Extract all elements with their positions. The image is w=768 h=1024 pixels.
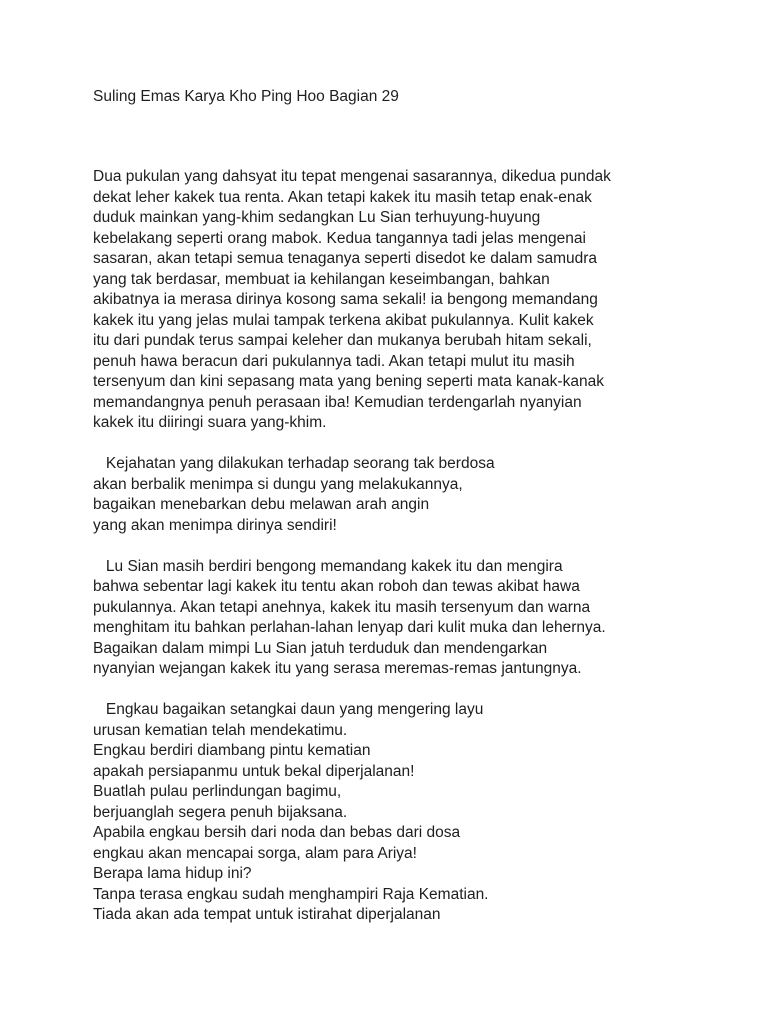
text-line: kakek itu yang jelas mulai tampak terkena akibat pukulannya. Kulit kakek: [93, 311, 594, 329]
text-line: kebelakang seperti orang mabok. Kedua tangannya tadi jelas mengenai: [93, 229, 586, 247]
text-line: sasaran, akan tetapi semua tenaganya seperti disedot ke dalam samudra: [93, 250, 598, 267]
text-line: Engkau berdiri diambang pintu kematian: [93, 742, 371, 759]
text-line: kakek itu diiringi suara yang-khim.: [93, 414, 327, 431]
text-line: penuh hawa beracun dari pukulannya tadi. Akan tetapi mulut itu masih: [93, 352, 575, 370]
text-line: urusan kematian telah mendekatimu.: [93, 721, 348, 739]
text-line: duduk mainkan yang-khim sedangkan Lu Sian terhuyung-huyung: [93, 209, 541, 226]
text-line: Kejahatan yang dilakukan terhadap seorang tak berdosa: [93, 455, 495, 472]
text-line: nyanyian wejangan kakek itu yang serasa meremas-remas jantungnya.: [93, 660, 582, 677]
paragraph: [93, 454, 693, 536]
text-line: yang akan menimpa dirinya sendiri!: [93, 516, 337, 534]
text-line: akibatnya ia merasa dirinya kosong sama sekali! ia bengong memandang: [93, 291, 598, 308]
document-title: Suling Emas Karya Kho Ping Hoo Bagian 29: [93, 88, 399, 105]
text-line: Buatlah pulau perlindungan bagimu,: [93, 783, 342, 800]
text-line: pukulannya. Akan tetapi anehnya, kakek itu masih tersenyum dan warna: [93, 598, 591, 616]
text-line: engkau akan mencapai sorga, alam para Ariya!: [93, 844, 417, 862]
text-line: bahwa sebentar lagi kakek itu tentu akan roboh dan tewas akibat hawa: [93, 578, 580, 595]
text-line: yang tak berdasar, membuat ia kehilangan keseimbangan, bahkan: [93, 270, 550, 288]
document-body: [93, 167, 693, 926]
paragraph: [93, 700, 693, 926]
text-line: menghitam itu bahkan perlahan-lahan lenyap dari kulit muka dan lehernya.: [93, 619, 606, 636]
text-line: Tanpa terasa engkau sudah menghampiri Raja Kematian.: [93, 885, 489, 903]
paragraph-gap: [93, 680, 693, 701]
text-line: memandangnya penuh perasaan iba! Kemudian terdengarlah nyanyian: [93, 393, 582, 411]
text-line: Berapa lama hidup ini?: [93, 865, 252, 882]
text-line: berjuanglah segera penuh bijaksana.: [93, 803, 348, 821]
text-line: Dua pukulan yang dahsyat itu tepat mengenai sasarannya, dikedua pundak: [93, 168, 611, 185]
text-line: Engkau bagaikan setangkai daun yang mengering layu: [93, 701, 484, 718]
text-line: Apabila engkau bersih dari noda dan bebas dari dosa: [93, 824, 461, 841]
text-line: apakah persiapanmu untuk bekal diperjalanan!: [93, 762, 415, 780]
paragraph: [93, 167, 693, 434]
text-line: Lu Sian masih berdiri bengong memandang kakek itu dan mengira: [93, 557, 563, 575]
text-line: akan berbalik menimpa si dungu yang melakukannya,: [93, 475, 463, 493]
text-line: Bagaikan dalam mimpi Lu Sian jatuh terduduk dan mendengarkan: [93, 639, 548, 657]
paragraph: [93, 557, 693, 680]
text-line: bagaikan menebarkan debu melawan arah angin: [93, 496, 430, 513]
text-line: itu dari pundak terus sampai keleher dan mukanya berubah hitam sekali,: [93, 332, 592, 349]
text-line: tersenyum dan kini sepasang mata yang bening seperti mata kanak-kanak: [93, 373, 604, 390]
paragraph-gap: [93, 536, 693, 557]
text-line: dekat leher kakek tua renta. Akan tetapi kakek itu masih tetap enak-enak: [93, 188, 592, 206]
paragraph-gap: [93, 434, 693, 455]
text-line: Tiada akan ada tempat untuk istirahat diperjalanan: [93, 906, 441, 923]
